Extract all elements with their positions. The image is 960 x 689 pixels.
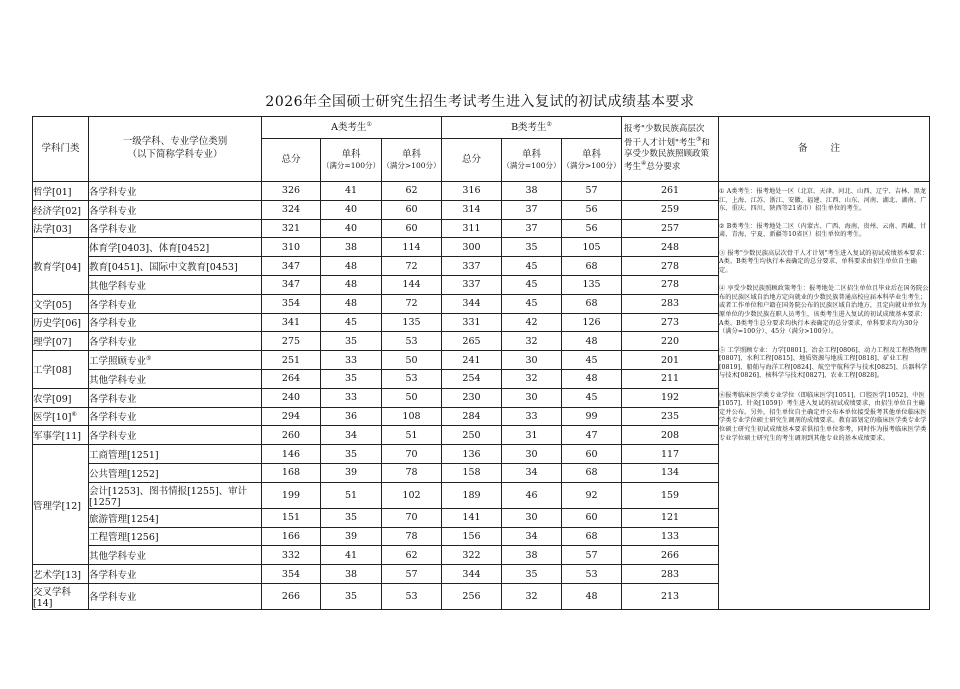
b-single-100-cell: 37 xyxy=(502,200,562,219)
b-total-cell: 337 xyxy=(442,275,502,294)
discipline-cell: 交叉学科[14] xyxy=(33,583,89,609)
a-single-100-cell: 36 xyxy=(321,407,382,426)
b-single-gt100-cell: 48 xyxy=(562,369,622,388)
a-total-cell: 240 xyxy=(262,388,321,407)
a-single-gt100-cell: 50 xyxy=(382,388,442,407)
b-total-cell: 230 xyxy=(442,388,502,407)
major-cell: 各学科专业 xyxy=(89,407,262,426)
b-total-cell: 141 xyxy=(442,508,502,527)
major-cell: 各学科专业 xyxy=(89,388,262,407)
b-single-gt100-cell: 99 xyxy=(562,407,622,426)
a-total-cell: 326 xyxy=(262,182,321,201)
b-total-cell: 314 xyxy=(442,200,502,219)
a-single-100-cell: 34 xyxy=(321,426,382,445)
header-a-single-100: 单科 （满分=100分） xyxy=(321,139,382,182)
a-total-cell: 264 xyxy=(262,369,321,388)
a-single-100-cell: 51 xyxy=(321,482,382,508)
b-total-cell: 300 xyxy=(442,238,502,257)
b-total-cell: 284 xyxy=(442,407,502,426)
a-single-100-cell: 35 xyxy=(321,332,382,351)
major-cell: 各学科专业 xyxy=(89,583,262,609)
a-total-cell: 332 xyxy=(262,546,321,565)
b-total-cell: 254 xyxy=(442,369,502,388)
b-single-gt100-cell: 68 xyxy=(562,527,622,546)
a-single-100-cell: 40 xyxy=(321,200,382,219)
a-single-100-cell: 48 xyxy=(321,257,382,276)
b-single-gt100-cell: 68 xyxy=(562,294,622,313)
b-total-cell: 265 xyxy=(442,332,502,351)
minority-total-cell: 192 xyxy=(622,388,719,407)
a-single-gt100-cell: 144 xyxy=(382,275,442,294)
a-single-100-cell: 35 xyxy=(321,508,382,527)
remark-note: ③ 报考"少数民族高层次骨干人才计划"考生进入复试的初试成绩基本要求：A类、B类考生均执行本表确定的总分要求，单科要求由招生单位自主确定。 xyxy=(719,249,929,274)
major-cell: 其他学科专业 xyxy=(89,546,262,565)
b-single-gt100-cell: 126 xyxy=(562,313,622,332)
header-class-a: A类考生① xyxy=(262,117,442,139)
major-cell: 各学科专业 xyxy=(89,294,262,313)
a-single-100-cell: 33 xyxy=(321,351,382,370)
page-title: 2026年全国硕士研究生招生考试考生进入复试的初试成绩基本要求 xyxy=(265,94,695,110)
b-single-gt100-cell: 45 xyxy=(562,388,622,407)
a-total-cell: 168 xyxy=(262,463,321,482)
minority-total-cell: 208 xyxy=(622,426,719,445)
header-category: 一级学科、专业学位类别 （以下简称学科专业） xyxy=(89,117,262,182)
b-single-100-cell: 32 xyxy=(502,583,562,609)
a-total-cell: 251 xyxy=(262,351,321,370)
b-single-100-cell: 35 xyxy=(502,238,562,257)
major-cell: 工程管理[1256] xyxy=(89,527,262,546)
b-total-cell: 256 xyxy=(442,583,502,609)
b-single-100-cell: 30 xyxy=(502,351,562,370)
a-single-100-cell: 38 xyxy=(321,238,382,257)
a-single-100-cell: 35 xyxy=(321,369,382,388)
a-single-gt100-cell: 60 xyxy=(382,200,442,219)
discipline-cell: 管理学[12] xyxy=(33,445,89,565)
minority-total-cell: 213 xyxy=(622,583,719,609)
table-row xyxy=(33,182,930,201)
minority-total-cell: 248 xyxy=(622,238,719,257)
b-single-gt100-cell: 60 xyxy=(562,508,622,527)
a-single-gt100-cell: 135 xyxy=(382,313,442,332)
minority-total-cell: 283 xyxy=(622,294,719,313)
b-single-gt100-cell: 48 xyxy=(562,583,622,609)
a-single-gt100-cell: 78 xyxy=(382,463,442,482)
discipline-cell: 医学[10]⑥ xyxy=(33,407,89,426)
major-cell: 其他学科专业 xyxy=(89,275,262,294)
major-cell: 体育学[0403]、体育[0452] xyxy=(89,238,262,257)
a-single-100-cell: 45 xyxy=(321,313,382,332)
a-single-100-cell: 41 xyxy=(321,546,382,565)
major-cell: 各学科专业 xyxy=(89,313,262,332)
remark-note: ① A类考生：报考地处一区（北京、天津、河北、山西、辽宁、吉林、黑龙江、上海、江苏、浙江、安徽、福建、江西、山东、河南、湖北、湖南、广东、重庆、四川、陕西等21省市）招生单位的考生。 xyxy=(719,188,927,213)
discipline-cell: 文学[05] xyxy=(33,294,89,313)
header-b-total: 总分 xyxy=(442,139,502,182)
b-total-cell: 311 xyxy=(442,219,502,238)
major-cell: 公共管理[1252] xyxy=(89,463,262,482)
b-single-gt100-cell: 56 xyxy=(562,219,622,238)
b-single-gt100-cell: 53 xyxy=(562,565,622,584)
b-total-cell: 322 xyxy=(442,546,502,565)
minority-total-cell: 278 xyxy=(622,275,719,294)
b-single-100-cell: 31 xyxy=(502,426,562,445)
major-cell: 各学科专业 xyxy=(89,332,262,351)
discipline-cell: 工学[08] xyxy=(33,351,89,389)
major-cell: 工商管理[1251] xyxy=(89,445,262,464)
b-single-gt100-cell: 47 xyxy=(562,426,622,445)
a-single-gt100-cell: 62 xyxy=(382,182,442,201)
header-discipline: 学科门类 xyxy=(33,117,89,182)
major-cell: 教育[0451]、国际中文教育[0453] xyxy=(89,257,262,276)
a-single-100-cell: 35 xyxy=(321,583,382,609)
b-single-100-cell: 45 xyxy=(502,257,562,276)
minority-total-cell: 134 xyxy=(622,463,719,482)
major-cell: 会计[1253]、图书情报[1255]、审计[1257] xyxy=(89,482,262,508)
a-single-100-cell: 48 xyxy=(321,294,382,313)
b-single-100-cell: 32 xyxy=(502,332,562,351)
b-single-100-cell: 42 xyxy=(502,313,562,332)
b-total-cell: 136 xyxy=(442,445,502,464)
b-total-cell: 241 xyxy=(442,351,502,370)
b-single-100-cell: 45 xyxy=(502,275,562,294)
header-a-single-gt100: 单科 （满分>100分） xyxy=(382,139,442,182)
header-minority: 报考"少数民族高层次 骨干人才计划"考生③和 享受少数民族照顾政策 考生④总分要求 xyxy=(622,117,719,182)
a-single-100-cell: 48 xyxy=(321,275,382,294)
major-cell: 各学科专业 xyxy=(89,426,262,445)
b-single-gt100-cell: 56 xyxy=(562,200,622,219)
a-single-gt100-cell: 62 xyxy=(382,546,442,565)
b-single-100-cell: 30 xyxy=(502,388,562,407)
a-single-gt100-cell: 78 xyxy=(382,527,442,546)
a-single-gt100-cell: 102 xyxy=(382,482,442,508)
minority-total-cell: 235 xyxy=(622,407,719,426)
b-single-100-cell: 32 xyxy=(502,369,562,388)
b-total-cell: 189 xyxy=(442,482,502,508)
minority-total-cell: 261 xyxy=(622,182,719,201)
a-single-gt100-cell: 50 xyxy=(382,351,442,370)
minority-total-cell: 283 xyxy=(622,565,719,584)
b-single-100-cell: 45 xyxy=(502,294,562,313)
remark-note: ② B类考生：报考地处二区（内蒙古、广西、海南、贵州、云南、西藏、甘肃、青海、宁夏、新疆等10省区）招生单位的考生。 xyxy=(719,222,927,239)
b-total-cell: 250 xyxy=(442,426,502,445)
b-single-100-cell: 34 xyxy=(502,463,562,482)
a-single-gt100-cell: 70 xyxy=(382,445,442,464)
a-total-cell: 199 xyxy=(262,482,321,508)
b-single-gt100-cell: 57 xyxy=(562,182,622,201)
minority-total-cell: 121 xyxy=(622,508,719,527)
major-cell: 各学科专业 xyxy=(89,182,262,201)
a-single-100-cell: 40 xyxy=(321,219,382,238)
a-single-100-cell: 41 xyxy=(321,182,382,201)
minority-total-cell: 257 xyxy=(622,219,719,238)
a-single-gt100-cell: 51 xyxy=(382,426,442,445)
a-single-gt100-cell: 57 xyxy=(382,565,442,584)
minority-total-cell: 133 xyxy=(622,527,719,546)
a-single-gt100-cell: 72 xyxy=(382,257,442,276)
a-total-cell: 354 xyxy=(262,294,321,313)
discipline-cell: 经济学[02] xyxy=(33,200,89,219)
a-total-cell: 321 xyxy=(262,219,321,238)
b-single-gt100-cell: 48 xyxy=(562,332,622,351)
b-total-cell: 158 xyxy=(442,463,502,482)
b-single-gt100-cell: 135 xyxy=(562,275,622,294)
a-total-cell: 151 xyxy=(262,508,321,527)
header-class-b: B类考生② xyxy=(442,117,622,139)
b-total-cell: 337 xyxy=(442,257,502,276)
b-single-gt100-cell: 68 xyxy=(562,463,622,482)
b-single-100-cell: 46 xyxy=(502,482,562,508)
header-b-single-100: 单科 （满分=100分） xyxy=(502,139,562,182)
discipline-cell: 军事学[11] xyxy=(33,426,89,445)
major-cell: 各学科专业 xyxy=(89,565,262,584)
a-total-cell: 341 xyxy=(262,313,321,332)
a-total-cell: 266 xyxy=(262,583,321,609)
a-single-gt100-cell: 53 xyxy=(382,369,442,388)
a-single-gt100-cell: 53 xyxy=(382,583,442,609)
header-remarks: 备 注 xyxy=(719,117,930,182)
a-single-100-cell: 33 xyxy=(321,388,382,407)
a-total-cell: 347 xyxy=(262,275,321,294)
b-total-cell: 316 xyxy=(442,182,502,201)
a-total-cell: 146 xyxy=(262,445,321,464)
discipline-cell: 教育学[04] xyxy=(33,238,89,294)
minority-total-cell: 220 xyxy=(622,332,719,351)
a-single-100-cell: 38 xyxy=(321,565,382,584)
minority-total-cell: 211 xyxy=(622,369,719,388)
a-single-gt100-cell: 108 xyxy=(382,407,442,426)
minority-total-cell: 259 xyxy=(622,200,719,219)
major-cell: 其他学科专业 xyxy=(89,369,262,388)
remark-note: ④ 享受少数民族照顾政策考生：报考地处二区招生单位且毕业后在国务院公布的民族区域自治地方定向就业的少数民族普通高校应届本科毕业生考生；或者工作单位和户籍在国务院公布的民族区域自治地方，且定向就业单位为原单位的少数民族在职人员考生，该类考生进入复试的初试成绩基本要求：A类、B类考生总分要求均执行本表确定的总分要求，单科要求均为30分（满分=100分）、45分（满分>100分）。 xyxy=(719,285,929,336)
a-total-cell: 324 xyxy=(262,200,321,219)
score-requirements-table xyxy=(32,116,930,610)
header-b-single-gt100: 单科 （满分>100分） xyxy=(562,139,622,182)
b-single-gt100-cell: 105 xyxy=(562,238,622,257)
a-total-cell: 310 xyxy=(262,238,321,257)
minority-total-cell: 273 xyxy=(622,313,719,332)
a-total-cell: 347 xyxy=(262,257,321,276)
a-single-100-cell: 39 xyxy=(321,463,382,482)
b-single-100-cell: 30 xyxy=(502,508,562,527)
remarks-cell xyxy=(719,182,930,610)
minority-total-cell: 201 xyxy=(622,351,719,370)
discipline-cell: 哲学[01] xyxy=(33,182,89,201)
remark-note: ⑤ 工学照顾专业：力学[0801]、冶金工程[0806]、动力工程及工程热物理[0807]、水利工程[0815]、地质资源与地质工程[0818]、矿业工程[0819]、船舶与海洋工程[0824]、航空宇航科学与技术[0825]、兵器科学与技术[0826]、核科学与技术[0827]、农业工程[0828]。 xyxy=(719,346,928,380)
b-single-100-cell: 38 xyxy=(502,546,562,565)
b-total-cell: 344 xyxy=(442,294,502,313)
b-total-cell: 344 xyxy=(442,565,502,584)
major-cell: 各学科专业 xyxy=(89,200,262,219)
b-single-100-cell: 35 xyxy=(502,565,562,584)
b-single-gt100-cell: 45 xyxy=(562,351,622,370)
remark-note: ⑥报考临床医学类专业学位（即临床医学[1051]、口腔医学[1052]、中医[1057]、针灸[1059]）考生进入复试的初试成绩要求，由招生单位自主确定并公布。另外，招生单位自主确定并公布本单位接受报考其他单位临床医学类专业学位硕士研究生调剂的成绩要求。教育部划定的临床医学类专业学位硕士研究生初试成绩基本要求供招生单位参考，同时作为报考临床医学类专业学位硕士研究生的考生调剂到其他专业的基本成绩要求。 xyxy=(719,391,927,442)
major-cell: 各学科专业 xyxy=(89,219,262,238)
b-single-100-cell: 38 xyxy=(502,182,562,201)
a-single-gt100-cell: 70 xyxy=(382,508,442,527)
a-single-gt100-cell: 60 xyxy=(382,219,442,238)
a-total-cell: 166 xyxy=(262,527,321,546)
discipline-cell: 历史学[06] xyxy=(33,313,89,332)
discipline-cell: 艺术学[13] xyxy=(33,565,89,584)
b-total-cell: 156 xyxy=(442,527,502,546)
header-a-total: 总分 xyxy=(262,139,321,182)
b-single-100-cell: 37 xyxy=(502,219,562,238)
a-total-cell: 354 xyxy=(262,565,321,584)
minority-total-cell: 278 xyxy=(622,257,719,276)
discipline-cell: 农学[09] xyxy=(33,388,89,407)
b-single-100-cell: 34 xyxy=(502,527,562,546)
minority-total-cell: 159 xyxy=(622,482,719,508)
major-cell: 工学照顾专业⑤ xyxy=(89,351,262,370)
b-single-gt100-cell: 57 xyxy=(562,546,622,565)
a-single-gt100-cell: 53 xyxy=(382,332,442,351)
minority-total-cell: 117 xyxy=(622,445,719,464)
b-total-cell: 331 xyxy=(442,313,502,332)
a-total-cell: 260 xyxy=(262,426,321,445)
b-single-gt100-cell: 92 xyxy=(562,482,622,508)
minority-total-cell: 266 xyxy=(622,546,719,565)
b-single-gt100-cell: 68 xyxy=(562,257,622,276)
major-cell: 旅游管理[1254] xyxy=(89,508,262,527)
discipline-cell: 理学[07] xyxy=(33,332,89,351)
discipline-cell: 法学[03] xyxy=(33,219,89,238)
a-single-100-cell: 35 xyxy=(321,445,382,464)
b-single-100-cell: 30 xyxy=(502,445,562,464)
a-total-cell: 294 xyxy=(262,407,321,426)
b-single-gt100-cell: 60 xyxy=(562,445,622,464)
a-single-gt100-cell: 114 xyxy=(382,238,442,257)
b-single-100-cell: 33 xyxy=(502,407,562,426)
a-single-gt100-cell: 72 xyxy=(382,294,442,313)
a-single-100-cell: 39 xyxy=(321,527,382,546)
a-total-cell: 275 xyxy=(262,332,321,351)
